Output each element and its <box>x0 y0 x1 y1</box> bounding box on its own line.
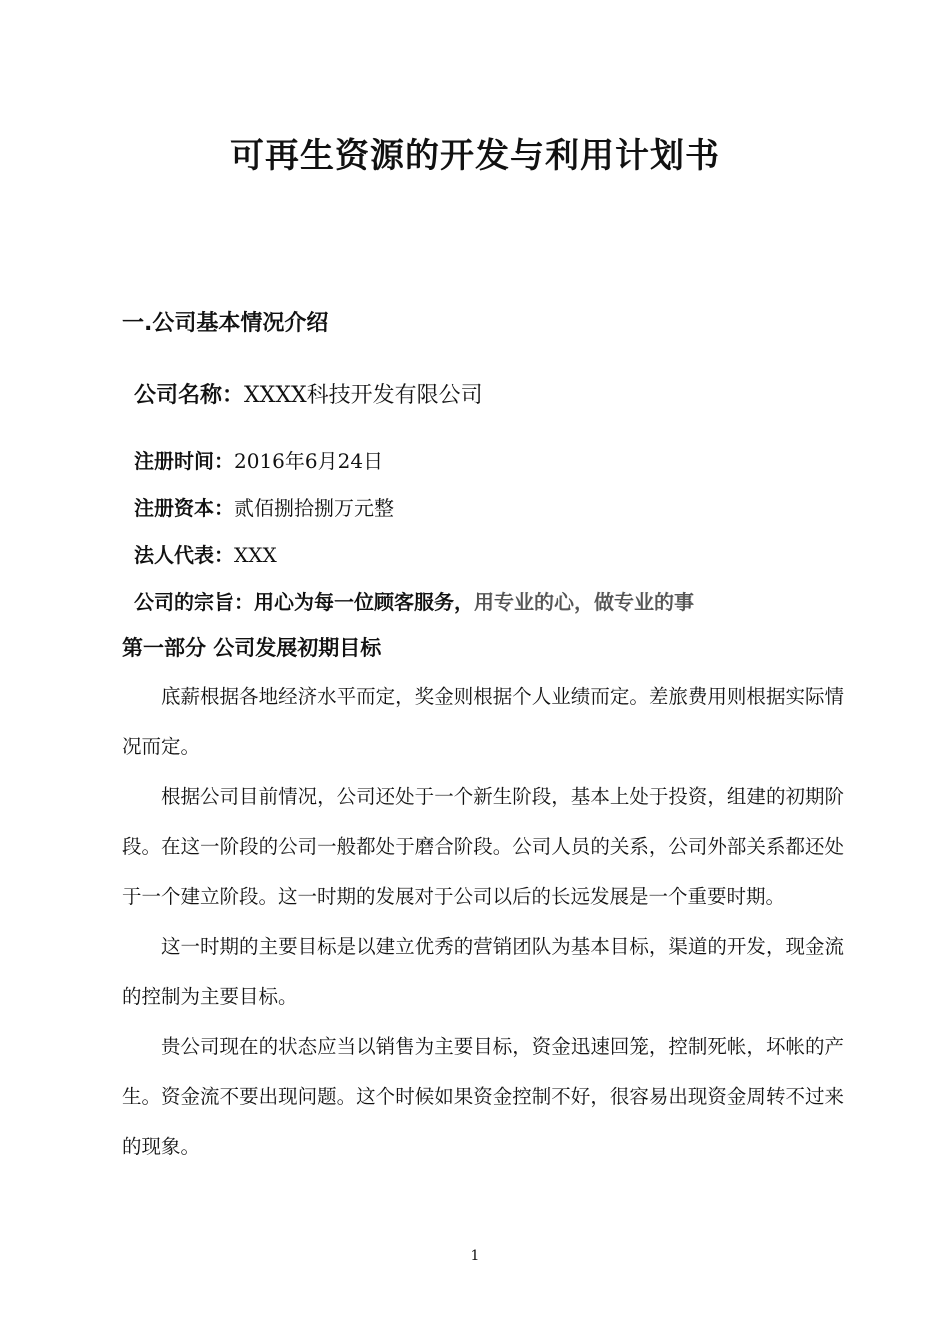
part-heading: 第一部分 公司发展初期目标 <box>122 636 382 660</box>
paragraph: 贵公司现在的状态应当以销售为主要目标，资金迅速回笼，控制死帐，坏帐的产生。资金流不要出现问题。这个时候如果资金控制不好，很容易出现资金周转不过来的现象。 <box>122 1035 844 1158</box>
document-body <box>122 672 844 1172</box>
company-mission-label: 公司的宗旨： <box>134 590 254 614</box>
company-name-label: 公司名称： <box>134 383 245 408</box>
registered-capital-value: 贰佰捌拾捌万元整 <box>234 496 394 520</box>
page-number: 1 <box>470 1248 480 1264</box>
legal-representative-value: XXX <box>234 543 277 567</box>
company-mission-value-part2: 用专业的心，做专业的事 <box>474 590 694 614</box>
document-title: 可再生资源的开发与利用计划书 <box>230 136 720 176</box>
legal-representative-label: 法人代表： <box>134 543 234 567</box>
company-name-row <box>134 378 483 409</box>
registration-time-row <box>134 445 383 474</box>
registered-capital-row <box>134 492 394 521</box>
company-mission-value-part1: 用心为每一位顾客服务， <box>254 590 474 614</box>
company-name-value: XXXX科技开发有限公司 <box>244 383 483 408</box>
section-heading: 一.公司基本情况介绍 <box>122 311 329 336</box>
company-mission-row <box>134 586 694 615</box>
registration-time-label: 注册时间： <box>134 449 234 473</box>
paragraph: 根据公司目前情况，公司还处于一个新生阶段，基本上处于投资，组建的初期阶段。在这一阶段的公司一般都处于磨合阶段。公司人员的关系，公司外部关系都还处于一个建立阶段。这一时期的发展对于公司以后的长远发展是一个重要时期。 <box>122 785 844 908</box>
paragraph: 这一时期的主要目标是以建立优秀的营销团队为基本目标，渠道的开发，现金流的控制为主要目标。 <box>122 935 844 1008</box>
legal-representative-row <box>134 539 277 568</box>
registered-capital-label: 注册资本： <box>134 496 234 520</box>
registration-time-value: 2016年6月24日 <box>234 449 384 473</box>
paragraph: 底薪根据各地经济水平而定，奖金则根据个人业绩而定。差旅费用则根据实际情况而定。 <box>122 685 844 758</box>
